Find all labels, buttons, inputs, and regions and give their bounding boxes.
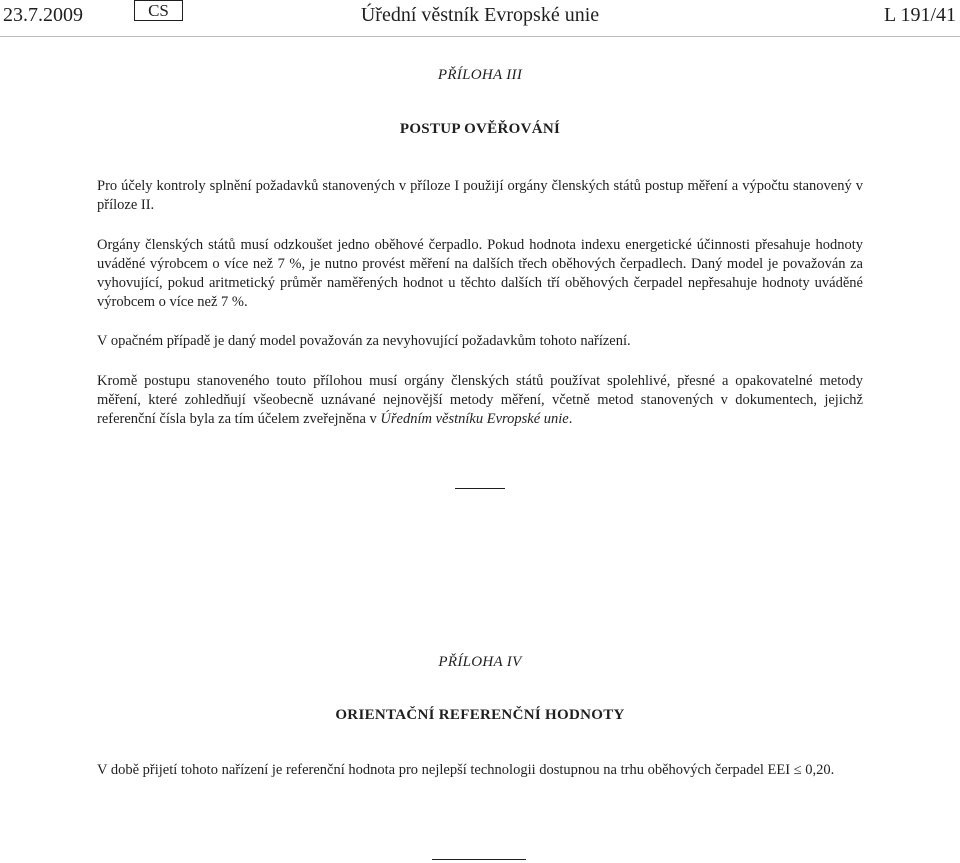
annex-3-paragraph-1: Pro účely kontroly splnění požadavků stanovených v příloze I použijí orgány členských států postup měření a výpočtu stanovený v příloze II. [97,178,863,213]
annex-3-paragraph-3: V opačném případě je daný model považován za nevyhovující požadavkům tohoto nařízení. [97,333,631,349]
page-reference: L 191/41 [883,4,956,26]
annex-3-paragraph-4-end: . [568,411,573,427]
annex-3-paragraph-4-text: Kromě postupu stanoveného touto přílohou musí orgány členských států používat spolehlivé, přesné a opakovatelné metody měření, které zohledňují všeobecně uznávané nejnovější metody měření, včetně metod stanovených v dokumentech, jejichž referenční čísla byla za tím účelem zveřejněna v [97,373,863,427]
annex-3-title: PŘÍLOHA III [437,67,523,83]
header-rule [0,36,960,37]
publication-date: 23.7.2009 [3,4,83,26]
journal-reference: Úředním věstníku Evropské unie [380,411,569,427]
journal-title: Úřední věstník Evropské unie [360,4,600,26]
annex-4-heading: ORIENTAČNÍ REFERENČNÍ HODNOTY [335,707,625,723]
annex-3-paragraph-4 [97,372,863,429]
language-badge: CS [134,0,183,21]
annex-4-title: PŘÍLOHA IV [438,654,522,670]
annex-3-paragraph-2: Orgány členských států musí odzkoušet jedno oběhové čerpadlo. Pokud hodnota indexu energetické účinnosti přesahuje hodnoty uváděné výrobcem o více než 7 %, je nutno provést měření na dalších třech oběhových čerpadlech. Daný model je považován za vyhovující, pokud aritmetický průměr naměřených hodnot u těchto dalších tří oběhových čerpadel nepřesahuje hodnoty uváděné výrobcem o více než 7 %. [97,237,863,310]
section-separator [455,488,505,489]
end-separator [432,859,526,860]
annex-4-paragraph-1: V době přijetí tohoto nařízení je referenční hodnota pro nejlepší technologii dostupnou na trhu oběhových čerpadel EEI ≤ 0,20. [97,762,835,778]
annex-3-heading: POSTUP OVĚŘOVÁNÍ [399,121,561,137]
page-header [0,0,960,40]
